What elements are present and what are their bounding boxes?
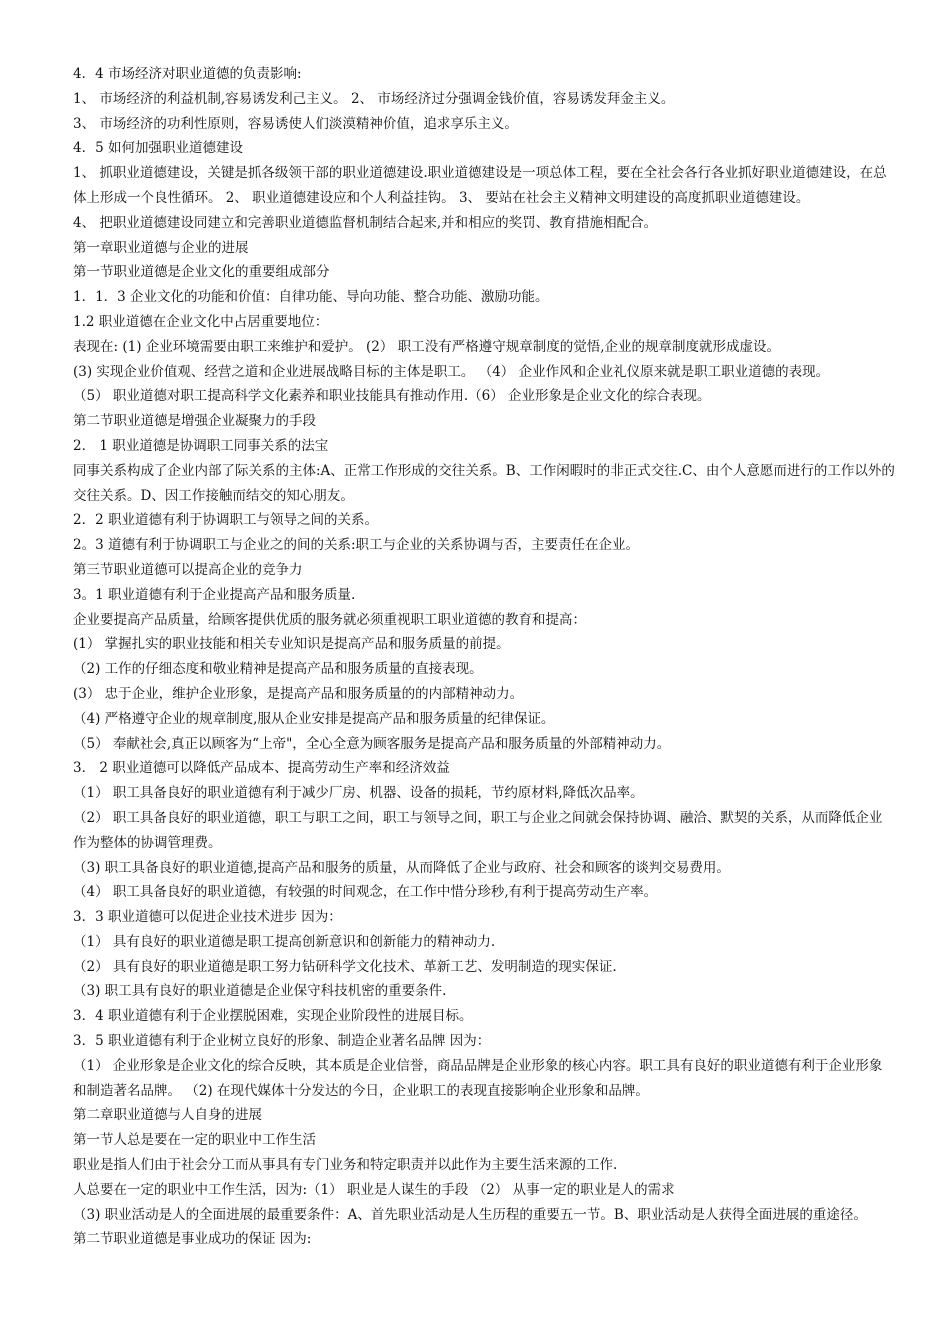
text-line: 4．5 如何加强职业道德建设	[73, 140, 243, 157]
text-line: （4） 职工具备良好的职业道德，有较强的时间观念，在工作中惜分珍秒,有利于提高劳动生产率。	[73, 884, 658, 901]
text-line: 表现在: (1) 企业环境需要由职工来维护和爱护。 (2） 职工没有严格遵守规章制度的觉悟,企业的规章制度就形成虚设。	[73, 338, 780, 355]
text-line: （1） 职工具备良好的职业道德有利于减少厂房、机器、设备的损耗，节约原材料,降低次品率。	[73, 785, 644, 802]
text-line: （2) 工作的仔细态度和敬业精神是提高产品和服务质量的直接表现。	[73, 661, 483, 678]
text-line: 2． 1 职业道德是协调职工同事关系的法宝	[73, 437, 329, 454]
text-line: 人总要在一定的职业中工作生活，因为:（1） 职业是人谋生的手段 （2） 从事一定的职业是人的需求	[73, 1181, 675, 1198]
text-line: 2。3 道德有利于协调职工与企业之的间的关系:职工与企业的关系协调与否，主要责任在企业。	[73, 537, 640, 554]
text-line: 第一节职业道德是企业文化的重要组成部分	[73, 264, 330, 281]
text-line: （5） 职业道德对职工提高科学文化素养和职业技能具有推动作用.（6） 企业形象是企业文化的综合表现。	[73, 388, 711, 405]
text-line: （5） 奉献社会,真正以顾客为“上帝"，全心全意为顾客服务是提高产品和服务质量的外部精神动力。	[73, 735, 671, 752]
text-line: 职业是指人们由于社会分工而从事具有专门业务和特定职责并以此作为主要生活来源的工作.	[73, 1157, 618, 1174]
text-line: 第一节人总是要在一定的职业中工作生活	[73, 1132, 316, 1149]
text-line: （2） 职工具备良好的职业道德，职工与职工之间，职工与领导之间，职工与企业之间就会保持协调、融洽、默契的关系，从而降低企业作为整体的协调管理费。	[73, 809, 883, 851]
text-line: 3． 2 职业道德可以降低产品成本、提高劳动生产率和经济效益	[73, 760, 450, 777]
text-line: 第二节职业道德是增强企业凝聚力的手段	[73, 413, 316, 430]
text-line: 1．1．3 企业文化的功能和价值：自律功能、导向功能、整合功能、激励功能。	[73, 289, 549, 306]
text-line: （3) 职工具备良好的职业道德,提高产品和服务的质量，从而降低了企业与政府、社会和顾客的谈判交易费用。	[73, 859, 730, 876]
text-line: 3．4 职业道德有利于企业摆脱困难，实现企业阶段性的进展目标。	[73, 1008, 473, 1025]
text-line: 企业要提高产品质量，给顾客提供优质的服务就必须重视职工职业道德的教育和提高：	[73, 611, 586, 628]
text-line: (3) 实现企业价值观、经营之道和企业进展战略目标的主体是职工。 （4） 企业作风和企业礼仪原来就是职工职业道德的表现。	[73, 363, 830, 380]
text-line: 1、 抓职业道德建设，关键是抓各级领干部的职业道德建设.职业道德建设是一项总体工程，要在全社会各行各业抓好职业道德建设，在总体上形成一个良性循环。 2、 职业道德建设应和个人利益挂钩。 3、 要站在社会主义精神文明建设的高度抓职业道德建设。	[73, 165, 887, 206]
text-line: 第三节职业道德可以提高企业的竞争力	[73, 561, 303, 578]
text-line: 2．2 职业道德有利于协调职工与领导之间的关系。	[73, 512, 378, 529]
text-line: 同事关系构成了企业内部了际关系的主体:A、正常工作形成的交往关系。B、工作闲暇时的非正式交往.C、由个人意愿而进行的工作以外的交往关系。D、因工作接触而结交的知心朋友。	[73, 462, 895, 504]
text-line: 3．5 职业道德有利于企业树立良好的形象、制造企业著名品牌 因为：	[73, 1033, 491, 1050]
text-line: 1.2 职业道德在企业文化中占居重要地位：	[73, 313, 329, 330]
text-line: （3) 职工具有良好的职业道德是企业保守科技机密的重要条件.	[73, 983, 447, 1000]
text-line: 4．4 市场经济对职业道德的负责影响:	[73, 66, 302, 82]
text-line: （1） 具有良好的职业道德是职工提高创新意识和创新能力的精神动力.	[73, 933, 496, 950]
text-line: (3） 忠于企业，维护企业形象，是提高产品和服务质量的的内部精神动力。	[73, 685, 524, 702]
text-line: 3、 市场经济的功利性原则，容易诱使人们淡漠精神价值，追求享乐主义。	[73, 115, 518, 132]
text-line: （4) 严格遵守企业的规章制度,服从企业安排是提高产品和服务质量的纪律保证。	[73, 710, 555, 727]
text-line: 第一章职业道德与企业的进展	[73, 239, 249, 256]
text-line: （2） 具有良好的职业道德是职工努力钻研科学文化技术、革新工艺、发明制造的现实保证.	[73, 958, 617, 975]
text-line: 3。1 职业道德有利于企业提高产品和服务质量.	[73, 586, 356, 603]
text-line: (1） 掌握扎实的职业技能和相关专业知识是提高产品和服务质量的前提。	[73, 636, 510, 653]
text-line: 4、 把职业道德建设同建立和完善职业道德监督机制结合起来,并和相应的奖罚、教育措施相配合。	[73, 214, 658, 231]
text-line: 1、 市场经济的利益机制,容易诱发利己主义。 2、 市场经济过分强调金钱价值，容易诱发拜金主义。	[73, 90, 675, 107]
text-line: （3) 职业活动是人的全面进展的最重要条件：A、首先职业活动是人生历程的重要五一节。B、职业活动是人获得全面进展的重途径。	[73, 1206, 867, 1223]
text-line: 3．3 职业道德可以促进企业技术进步 因为：	[73, 909, 342, 926]
text-line: 第二章职业道德与人自身的进展	[73, 1107, 262, 1124]
text-line: （1） 企业形象是企业文化的综合反映，其本质是企业信誉，商品品牌是企业形象的核心内容。职工具有良好的职业道德有利于企业形象和制造著名品牌。 （2) 在现代媒体十分发达的今日，企业职工的表现直接影响企业形象和品牌。	[73, 1057, 883, 1099]
text-line: 第二节职业道德是事业成功的保证 因为:	[73, 1231, 312, 1248]
document-page	[73, 62, 895, 1252]
